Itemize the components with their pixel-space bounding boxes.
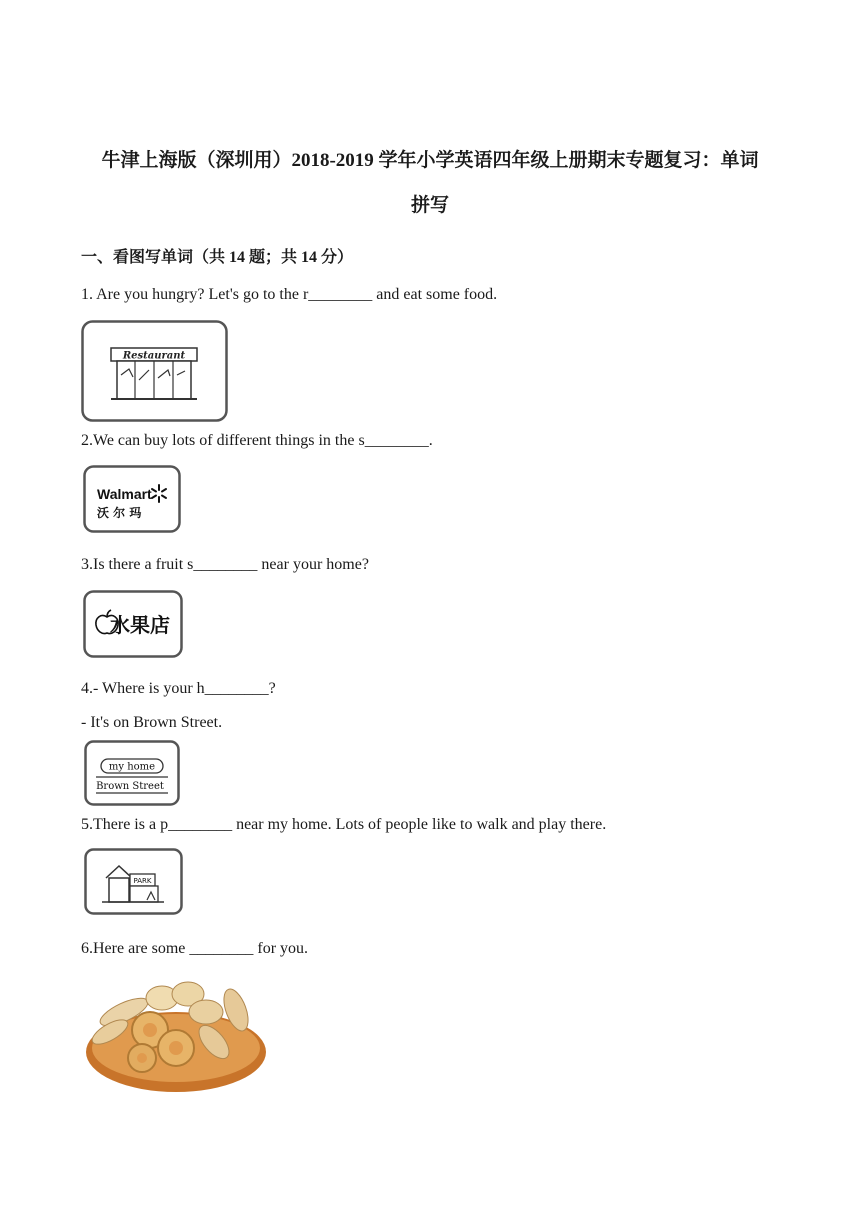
question-3-text: 3.Is there a fruit s________ near your home?	[81, 556, 369, 573]
park-sign-image	[84, 848, 184, 916]
home-sign-label: my home	[108, 761, 156, 773]
restaurant-sign-label: Restaurant	[122, 350, 186, 362]
walmart-logo-image	[83, 465, 181, 533]
question-2-text: 2.We can buy lots of different things in the s________.	[81, 432, 433, 449]
restaurant-sign-image	[81, 320, 228, 422]
title-line-1: 牛津上海版（深圳用）2018-2019 学年小学英语四年级上册期末专题复习：单词	[101, 150, 759, 171]
question-4-text: 4.- Where is your h________?	[81, 680, 276, 697]
question-4-answer-text: - It's on Brown Street.	[81, 714, 223, 731]
walmart-chinese-text: 沃 尔 玛	[97, 506, 142, 520]
fruit-shop-text: 水果店	[110, 613, 170, 637]
cookies-photo	[84, 972, 268, 1096]
park-sign-label: PARK	[133, 877, 152, 885]
street-sign-label: Brown Street	[96, 781, 164, 792]
question-6-text: 6.Here are some ________ for you.	[81, 940, 309, 957]
section-heading: 一、看图写单词（共 14 题；共 14 分）	[81, 249, 354, 266]
walmart-logo-text: Walmart	[97, 486, 152, 502]
home-sign-image	[84, 740, 180, 806]
question-5-text: 5.There is a p________ near my home. Lots of people like to walk and play there.	[81, 816, 607, 833]
fruit-shop-sign-image	[83, 590, 183, 658]
question-1-text: 1. Are you hungry? Let's go to the r________ and eat some food.	[81, 286, 498, 303]
title-line-2: 拼写	[410, 195, 449, 216]
